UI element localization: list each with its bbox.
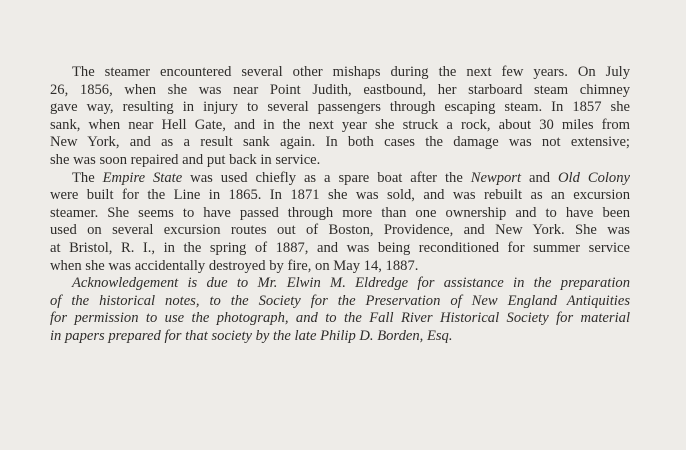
text-line: Acknowledgement is due to Mr. Elwin M. Eldredge for assistance in the preparation [72, 275, 630, 292]
ship-name-empire-state: Empire State [102, 169, 183, 186]
text-line: steamer. She seems to have passed through more than one ownership and to have been [50, 204, 630, 221]
text-line: used on several excursion routes out of Boston, Providence, and New York. She was [50, 222, 630, 239]
text-run: and [521, 169, 558, 186]
text-line: for permission to use the photograph, and to the Fall River Historical Society for material [50, 310, 630, 327]
text-run: The [72, 169, 103, 186]
text-line: she was soon repaired and put back in service. [50, 151, 321, 168]
acknowledgement-paragraph [50, 275, 630, 345]
text-line: of the historical notes, to the Society for the Preservation of New England Antiquities [50, 292, 630, 309]
text-body [50, 64, 630, 346]
ship-name-old-colony: Old Colony [558, 169, 630, 186]
text-line: The steamer encountered several other mishaps during the next few years. On July [72, 64, 630, 80]
text-line [50, 170, 630, 188]
text-line: sank, when near Hell Gate, and in the next year she struck a rock, about 30 miles from [50, 116, 630, 133]
text-line: at Bristol, R. I., in the spring of 1887, and was being reconditioned for summer service [50, 239, 630, 256]
text-line: 26, 1856, when she was near Point Judith, eastbound, her starboard steam chimney [50, 81, 630, 98]
text-run: was used chiefly as a spare boat after the [182, 169, 471, 186]
text-line: New York, and as a result sank again. In both cases the damage was not extensive; [50, 134, 630, 151]
text-line: when she was accidentally destroyed by fire, on May 14, 1887. [50, 257, 419, 274]
paragraph-later-history [50, 170, 630, 276]
text-line: in papers prepared for that society by the late Philip D. Borden, Esq. [50, 327, 453, 344]
ship-name-newport: Newport [470, 169, 522, 186]
text-line: gave way, resulting in injury to several passengers through escaping steam. In 1857 she [50, 99, 630, 116]
paragraph-mishaps [50, 64, 630, 170]
text-line: were built for the Line in 1865. In 1871 she was sold, and was rebuilt as an excursion [50, 187, 630, 204]
